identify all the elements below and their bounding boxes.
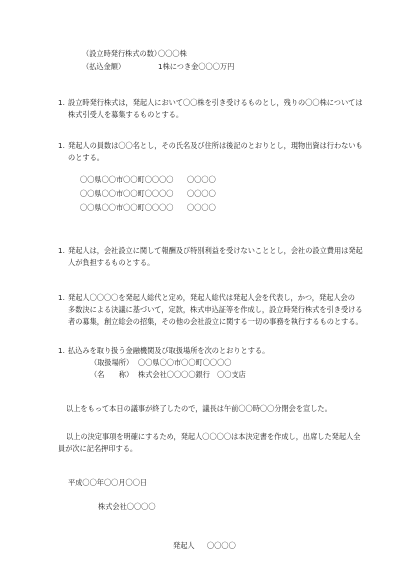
closing-text-line: 以上をもって本日の議事が終了したので，議長は午前〇〇時〇〇分閉会を宣した。	[66, 404, 332, 413]
founder-address: 〇〇県〇〇市〇〇町〇〇〇〇	[80, 189, 174, 198]
signature-label: 発起人	[173, 541, 195, 550]
closing-text-line: 員が次に記名押印する。	[58, 444, 138, 453]
founder-name: 〇〇〇〇	[187, 203, 216, 212]
document-date: 平成〇〇年〇〇月〇〇日	[68, 478, 148, 487]
item-number: 1.	[58, 98, 65, 107]
founder-name: 〇〇〇〇	[187, 189, 216, 198]
item-text-line: 多数決による決議に基づいて，定款，株式申込証等を作成し，設立時発行株式を引き受ける	[68, 305, 363, 314]
bank-label: （取扱場所）	[90, 358, 134, 367]
item-number: 1.	[58, 141, 65, 150]
company-name: 株式会社〇〇〇〇	[98, 502, 156, 511]
item-text-line: 者の募集，創立総会の招集，その他の会社設立に関する一切の事務を執行するものとする。	[68, 317, 363, 326]
item-text-line: 発起人〇〇〇〇を発起人総代と定め，発起人総代は発起人会を代表し，かつ，発起人会の	[68, 293, 355, 302]
item-text-line: 発起人は，会社設立に関して報酬及び特別利益を受けないこととし，会社の設立費用は発起	[68, 246, 363, 255]
bank-value: 〇〇県〇〇市〇〇町〇〇〇〇	[138, 358, 232, 367]
shares-value: 〇〇〇株	[158, 49, 187, 58]
payment-value: 1株につき金〇〇〇万円	[158, 62, 235, 71]
payment-label: （払込金額）	[82, 62, 126, 71]
item-text-line: 株式引受人を募集するものとする。	[68, 110, 184, 119]
founder-address: 〇〇県〇〇市〇〇町〇〇〇〇	[80, 175, 174, 184]
item-number: 1.	[58, 293, 65, 302]
item-number: 1.	[58, 346, 65, 355]
item-number: 1.	[58, 246, 65, 255]
item-text-line: 設立時発行株式は，発起人において〇〇株を引き受けるものとし，残りの〇〇株については	[68, 98, 363, 107]
item-text-line: 払込みを取り扱う金融機関及び取扱場所を次のとおりとする。	[68, 346, 270, 355]
founder-address: 〇〇県〇〇市〇〇町〇〇〇〇	[80, 203, 174, 212]
shares-label: （設立時発行株式の数）	[82, 49, 162, 58]
closing-text-line: 以上の決定事項を明確にするため，発起人〇〇〇〇は本決定書を作成し，出席した発起人全	[66, 432, 361, 441]
bank-label: （名 称）	[90, 370, 134, 379]
founder-name: 〇〇〇〇	[187, 175, 216, 184]
bank-value: 株式会社〇〇〇〇銀行 〇〇支店	[138, 370, 246, 379]
signature-name: 〇〇〇〇	[207, 541, 236, 550]
item-text-line: のとする。	[68, 153, 104, 162]
item-text-line: 発起人の員数は〇〇名とし，その氏名及び住所は後記のとおりとし，現物出資は行わないも	[68, 141, 363, 150]
item-text-line: 人が負担するものとする。	[68, 258, 155, 267]
